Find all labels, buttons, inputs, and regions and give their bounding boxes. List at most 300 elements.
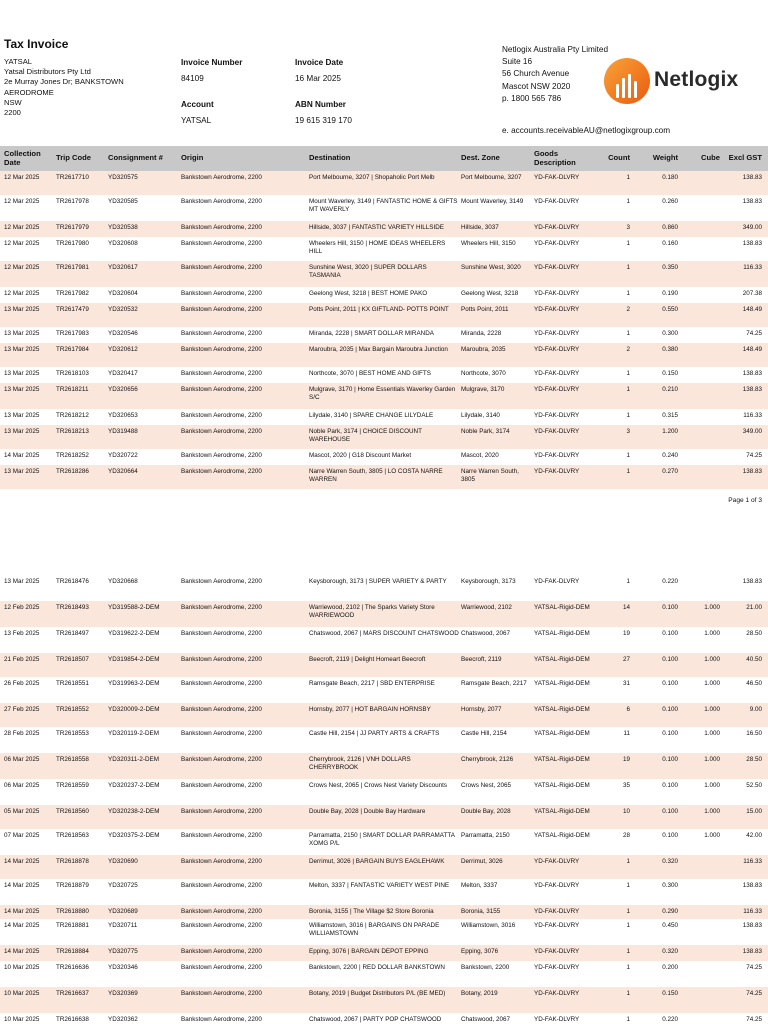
count-cell: 2 bbox=[626, 306, 630, 313]
consignment-number-cell: YD320775 bbox=[108, 948, 138, 955]
consignment-number-cell: YD320009-2-DEM bbox=[108, 706, 160, 713]
excl-gst-cell: 138.83 bbox=[742, 240, 762, 247]
destination-cell: Double Bay, 2028 | Double Bay Hardware bbox=[309, 808, 426, 815]
consignment-number-cell: YD320346 bbox=[108, 964, 138, 971]
origin-cell: Bankstown Aerodrome, 2200 bbox=[181, 412, 262, 419]
dest-zone-cell: Hornsby, 2077 bbox=[461, 706, 502, 713]
count-cell: 1 bbox=[626, 468, 630, 475]
weight-cell: 0.220 bbox=[662, 578, 678, 585]
goods-description-cell: YD-FAK-DLVRY bbox=[534, 264, 580, 271]
count-cell: 10 bbox=[622, 808, 630, 815]
customer-line: 2e Murray Jones Dr; BANKSTOWN bbox=[4, 77, 124, 87]
destination-cell: Sunshine West, 3020 | SUPER DOLLARS TASMANIA bbox=[309, 264, 427, 280]
collection-date-cell: 05 Mar 2025 bbox=[4, 808, 40, 815]
goods-description-cell: YD-FAK-DLVRY bbox=[534, 370, 580, 377]
count-cell: 1 bbox=[626, 990, 630, 997]
dest-zone-cell: Parramatta, 2150 bbox=[461, 832, 510, 839]
cube-cell: 1.000 bbox=[704, 656, 720, 663]
trip-code-cell: TR2617981 bbox=[56, 264, 89, 271]
table-row bbox=[0, 465, 768, 489]
trip-code-cell: TR2617983 bbox=[56, 330, 89, 337]
count-cell: 28 bbox=[622, 832, 630, 839]
dest-zone-cell: Beecroft, 2119 bbox=[461, 656, 502, 663]
invoice-date: 16 Mar 2025 bbox=[295, 74, 341, 83]
weight-cell: 0.220 bbox=[662, 1016, 678, 1023]
table-row bbox=[0, 575, 768, 601]
goods-description-cell: YD-FAK-DLVRY bbox=[534, 330, 580, 337]
trip-code-cell: TR2618497 bbox=[56, 630, 89, 637]
collection-date-cell: 14 Mar 2025 bbox=[4, 882, 40, 889]
trip-code-cell: TR2618881 bbox=[56, 922, 89, 929]
weight-cell: 0.300 bbox=[662, 882, 678, 889]
origin-cell: Bankstown Aerodrome, 2200 bbox=[181, 990, 262, 997]
company-line: 56 Church Avenue bbox=[502, 69, 570, 79]
consignment-number-cell: YD320653 bbox=[108, 412, 138, 419]
consignment-number-cell: YD320722 bbox=[108, 452, 138, 459]
collection-date-cell: 13 Mar 2025 bbox=[4, 468, 40, 475]
cube-cell: 1.000 bbox=[704, 604, 720, 611]
excl-gst-cell: 28.50 bbox=[746, 756, 762, 763]
dest-zone-cell: Lilydale, 3140 bbox=[461, 412, 500, 419]
cube-cell: 1.000 bbox=[704, 630, 720, 637]
count-cell: 1 bbox=[626, 198, 630, 205]
destination-cell: Cherrybrook, 2126 | VNH DOLLARS CHERRYBROOK bbox=[309, 756, 411, 772]
table-row bbox=[0, 601, 768, 627]
trip-code-cell: TR2618559 bbox=[56, 782, 89, 789]
weight-cell: 0.100 bbox=[662, 630, 678, 637]
dest-zone-cell: Melton, 3337 bbox=[461, 882, 498, 889]
goods-description-cell: YATSAL-Rigid-DEM bbox=[534, 656, 590, 663]
collection-date-cell: 07 Mar 2025 bbox=[4, 832, 40, 839]
table-row bbox=[0, 855, 768, 879]
origin-cell: Bankstown Aerodrome, 2200 bbox=[181, 604, 262, 611]
destination-cell: Miranda, 2228 | SMART DOLLAR MIRANDA bbox=[309, 330, 434, 337]
collection-date-cell: 27 Feb 2025 bbox=[4, 706, 40, 713]
count-cell: 3 bbox=[626, 428, 630, 435]
dest-zone-cell: Port Melbourne, 3207 bbox=[461, 174, 522, 181]
destination-cell: Northcote, 3070 | BEST HOME AND GIFTS bbox=[309, 370, 431, 377]
excl-gst-cell: 40.50 bbox=[746, 656, 762, 663]
origin-cell: Bankstown Aerodrome, 2200 bbox=[181, 630, 262, 637]
excl-gst-cell: 138.83 bbox=[742, 922, 762, 929]
table-row bbox=[0, 425, 768, 449]
goods-description-cell: YD-FAK-DLVRY bbox=[534, 412, 580, 419]
goods-description-cell: YD-FAK-DLVRY bbox=[534, 174, 580, 181]
collection-date-cell: 10 Mar 2025 bbox=[4, 990, 40, 997]
consignment-number-cell: YD320119-2-DEM bbox=[108, 730, 159, 737]
table-row bbox=[0, 779, 768, 805]
dest-zone-cell: Chatswood, 2067 bbox=[461, 630, 511, 637]
origin-cell: Bankstown Aerodrome, 2200 bbox=[181, 858, 262, 865]
company-line: Suite 16 bbox=[502, 57, 533, 67]
collection-date-cell: 12 Mar 2025 bbox=[4, 290, 40, 297]
collection-date-cell: 12 Feb 2025 bbox=[4, 604, 40, 611]
destination-cell: Wheelers Hill, 3150 | HOME IDEAS WHEELERS HILL bbox=[309, 240, 446, 256]
logo-mark-icon bbox=[604, 58, 650, 104]
origin-cell: Bankstown Aerodrome, 2200 bbox=[181, 782, 262, 789]
goods-description-cell: YD-FAK-DLVRY bbox=[534, 948, 580, 955]
dest-zone-cell: Miranda, 2228 bbox=[461, 330, 502, 337]
table-row bbox=[0, 327, 768, 343]
collection-date-cell: 12 Mar 2025 bbox=[4, 198, 40, 205]
excl-gst-cell: 9.00 bbox=[749, 706, 762, 713]
excl-gst-cell: 116.33 bbox=[743, 908, 762, 915]
excl-gst-cell: 148.49 bbox=[742, 346, 762, 353]
goods-description-cell: YD-FAK-DLVRY bbox=[534, 1016, 580, 1023]
column-header: Collection Date bbox=[4, 149, 41, 167]
dest-zone-cell: Double Bay, 2028 bbox=[461, 808, 511, 815]
weight-cell: 0.450 bbox=[662, 922, 678, 929]
count-cell: 19 bbox=[622, 756, 630, 763]
trip-code-cell: TR2618212 bbox=[56, 412, 89, 419]
goods-description-cell: YATSAL-Rigid-DEM bbox=[534, 604, 590, 611]
destination-cell: Chatswood, 2067 | PARTY POP CHATSWOOD bbox=[309, 1016, 442, 1023]
collection-date-cell: 14 Mar 2025 bbox=[4, 908, 40, 915]
goods-description-cell: YD-FAK-DLVRY bbox=[534, 240, 580, 247]
consignment-number-cell: YD320585 bbox=[108, 198, 138, 205]
customer-line: YATSAL bbox=[4, 57, 32, 66]
count-cell: 1 bbox=[626, 370, 630, 377]
weight-cell: 0.150 bbox=[662, 370, 678, 377]
table-row bbox=[0, 383, 768, 409]
consignment-number-cell: YD320689 bbox=[108, 908, 138, 915]
excl-gst-cell: 138.83 bbox=[742, 468, 762, 475]
table-row bbox=[0, 961, 768, 987]
trip-code-cell: TR2618884 bbox=[56, 948, 89, 955]
consignment-number-cell: YD320538 bbox=[108, 224, 138, 231]
weight-cell: 0.320 bbox=[662, 858, 678, 865]
excl-gst-cell: 138.83 bbox=[742, 578, 762, 585]
consignment-number-cell: YD319963-2-DEM bbox=[108, 680, 160, 687]
excl-gst-cell: 138.83 bbox=[742, 174, 762, 181]
origin-cell: Bankstown Aerodrome, 2200 bbox=[181, 964, 262, 971]
trip-code-cell: TR2618551 bbox=[56, 680, 89, 687]
account-label: Account bbox=[181, 100, 214, 109]
dest-zone-cell: Maroubra, 2035 bbox=[461, 346, 506, 353]
collection-date-cell: 14 Mar 2025 bbox=[4, 948, 40, 955]
goods-description-cell: YD-FAK-DLVRY bbox=[534, 386, 580, 393]
origin-cell: Bankstown Aerodrome, 2200 bbox=[181, 948, 262, 955]
consignment-number-cell: YD320417 bbox=[108, 370, 138, 377]
excl-gst-cell: 15.00 bbox=[746, 808, 762, 815]
table-row bbox=[0, 879, 768, 905]
destination-cell: Hillside, 3037 | FANTASTIC VARIETY HILLSIDE bbox=[309, 224, 444, 231]
consignment-number-cell: YD320311-2-DEM bbox=[108, 756, 159, 763]
collection-date-cell: 13 Mar 2025 bbox=[4, 578, 40, 585]
collection-date-cell: 14 Mar 2025 bbox=[4, 452, 40, 459]
trip-code-cell: TR2618252 bbox=[56, 452, 89, 459]
origin-cell: Bankstown Aerodrome, 2200 bbox=[181, 832, 262, 839]
abn-value: 19 615 319 170 bbox=[295, 116, 352, 125]
origin-cell: Bankstown Aerodrome, 2200 bbox=[181, 290, 262, 297]
count-cell: 1 bbox=[626, 922, 630, 929]
weight-cell: 0.290 bbox=[662, 908, 678, 915]
count-cell: 31 bbox=[622, 680, 630, 687]
destination-cell: Parramatta, 2150 | SMART DOLLAR PARRAMATTA XOMG P/L bbox=[309, 832, 455, 848]
excl-gst-cell: 52.50 bbox=[746, 782, 762, 789]
count-cell: 1 bbox=[626, 858, 630, 865]
account-value: YATSAL bbox=[181, 116, 212, 125]
consignment-number-cell: YD319588-2-DEM bbox=[108, 604, 160, 611]
excl-gst-cell: 74.25 bbox=[746, 1016, 762, 1023]
origin-cell: Bankstown Aerodrome, 2200 bbox=[181, 908, 262, 915]
dest-zone-cell: Mascot, 2020 bbox=[461, 452, 499, 459]
excl-gst-cell: 21.00 bbox=[746, 604, 762, 611]
invoice-date-label: Invoice Date bbox=[295, 58, 344, 67]
trip-code-cell: TR2616636 bbox=[56, 964, 89, 971]
table-row bbox=[0, 449, 768, 465]
column-header: Count bbox=[608, 153, 630, 163]
goods-description-cell: YATSAL-Rigid-DEM bbox=[534, 756, 590, 763]
dest-zone-cell: Cherrybrook, 2126 bbox=[461, 756, 514, 763]
weight-cell: 0.300 bbox=[662, 330, 678, 337]
dest-zone-cell: Northcote, 3070 bbox=[461, 370, 506, 377]
trip-code-cell: TR2618878 bbox=[56, 858, 89, 865]
consignment-number-cell: YD320608 bbox=[108, 240, 138, 247]
count-cell: 27 bbox=[622, 656, 630, 663]
dest-zone-cell: Castle Hill, 2154 bbox=[461, 730, 507, 737]
dest-zone-cell: Hillside, 3037 bbox=[461, 224, 499, 231]
company-line: Netlogix Australia Pty Limited bbox=[502, 45, 609, 54]
table-row bbox=[0, 221, 768, 237]
count-cell: 1 bbox=[626, 452, 630, 459]
origin-cell: Bankstown Aerodrome, 2200 bbox=[181, 386, 262, 393]
weight-cell: 0.150 bbox=[662, 990, 678, 997]
column-header: Goods Description bbox=[534, 149, 576, 167]
table-row bbox=[0, 367, 768, 383]
destination-cell: Williamstown, 3016 | BARGAINS ON PARADE WILLIAMSTOWN bbox=[309, 922, 440, 938]
goods-description-cell: YD-FAK-DLVRY bbox=[534, 224, 580, 231]
dest-zone-cell: Warriewood, 2102 bbox=[461, 604, 512, 611]
weight-cell: 0.315 bbox=[662, 412, 678, 419]
count-cell: 2 bbox=[626, 346, 630, 353]
origin-cell: Bankstown Aerodrome, 2200 bbox=[181, 224, 262, 231]
trip-code-cell: TR2618553 bbox=[56, 730, 89, 737]
goods-description-cell: YD-FAK-DLVRY bbox=[534, 306, 580, 313]
weight-cell: 0.100 bbox=[662, 808, 678, 815]
excl-gst-cell: 138.83 bbox=[742, 882, 762, 889]
weight-cell: 0.100 bbox=[662, 756, 678, 763]
excl-gst-cell: 116.33 bbox=[743, 264, 762, 271]
dest-zone-cell: Boronia, 3155 bbox=[461, 908, 501, 915]
count-cell: 35 bbox=[622, 782, 630, 789]
customer-line: AERODROME bbox=[4, 87, 54, 97]
cube-cell: 1.000 bbox=[704, 730, 720, 737]
count-cell: 6 bbox=[626, 706, 630, 713]
weight-cell: 0.860 bbox=[662, 224, 678, 231]
goods-description-cell: YD-FAK-DLVRY bbox=[534, 922, 580, 929]
consignment-number-cell: YD320237-2-DEM bbox=[108, 782, 160, 789]
count-cell: 1 bbox=[626, 330, 630, 337]
destination-cell: Noble Park, 3174 | CHOICE DISCOUNT WAREHOUSE bbox=[309, 428, 422, 444]
cube-cell: 1.000 bbox=[704, 706, 720, 713]
trip-code-cell: TR2618103 bbox=[56, 370, 89, 377]
count-cell: 1 bbox=[626, 948, 630, 955]
weight-cell: 0.200 bbox=[662, 964, 678, 971]
column-header: Origin bbox=[181, 153, 204, 163]
excl-gst-cell: 349.00 bbox=[742, 428, 762, 435]
destination-cell: Keysborough, 3173 | SUPER VARIETY & PARTY bbox=[309, 578, 447, 585]
goods-description-cell: YD-FAK-DLVRY bbox=[534, 882, 580, 889]
consignment-number-cell: YD320612 bbox=[108, 346, 138, 353]
excl-gst-cell: 349.00 bbox=[742, 224, 762, 231]
cube-cell: 1.000 bbox=[704, 832, 720, 839]
excl-gst-cell: 74.25 bbox=[746, 330, 762, 337]
count-cell: 1 bbox=[626, 882, 630, 889]
count-cell: 19 bbox=[622, 630, 630, 637]
weight-cell: 0.260 bbox=[662, 198, 678, 205]
dest-zone-cell: Williamstown, 3016 bbox=[461, 922, 516, 929]
collection-date-cell: 13 Mar 2025 bbox=[4, 386, 40, 393]
trip-code-cell: TR2617980 bbox=[56, 240, 89, 247]
trip-code-cell: TR2618286 bbox=[56, 468, 89, 475]
destination-cell: Lilydale, 3140 | SPARE CHANGE LILYDALE bbox=[309, 412, 434, 419]
excl-gst-cell: 46.50 bbox=[746, 680, 762, 687]
dest-zone-cell: Chatswood, 2067 bbox=[461, 1016, 511, 1023]
table-row bbox=[0, 237, 768, 261]
cube-cell: 1.000 bbox=[704, 680, 720, 687]
origin-cell: Bankstown Aerodrome, 2200 bbox=[181, 656, 262, 663]
origin-cell: Bankstown Aerodrome, 2200 bbox=[181, 240, 262, 247]
destination-cell: Castle Hill, 2154 | JJ PARTY ARTS & CRAFTS bbox=[309, 730, 440, 737]
table-row bbox=[0, 195, 768, 221]
origin-cell: Bankstown Aerodrome, 2200 bbox=[181, 468, 262, 475]
trip-code-cell: TR2618211 bbox=[56, 386, 89, 393]
weight-cell: 0.320 bbox=[662, 948, 678, 955]
collection-date-cell: 13 Mar 2025 bbox=[4, 428, 40, 435]
consignment-number-cell: YD320546 bbox=[108, 330, 138, 337]
excl-gst-cell: 138.83 bbox=[742, 948, 762, 955]
origin-cell: Bankstown Aerodrome, 2200 bbox=[181, 1016, 262, 1023]
count-cell: 14 bbox=[622, 604, 630, 611]
collection-date-cell: 26 Feb 2025 bbox=[4, 680, 40, 687]
consignment-number-cell: YD320575 bbox=[108, 174, 138, 181]
destination-cell: Warriewood, 2102 | The Sparks Variety Store WARRIEWOOD bbox=[309, 604, 435, 620]
origin-cell: Bankstown Aerodrome, 2200 bbox=[181, 706, 262, 713]
goods-description-cell: YD-FAK-DLVRY bbox=[534, 858, 580, 865]
dest-zone-cell: Noble Park, 3174 bbox=[461, 428, 510, 435]
trip-code-cell: TR2618507 bbox=[56, 656, 89, 663]
cube-cell: 1.000 bbox=[704, 808, 720, 815]
excl-gst-cell: 207.38 bbox=[742, 290, 762, 297]
trip-code-cell: TR2617982 bbox=[56, 290, 89, 297]
table-header bbox=[0, 146, 768, 171]
goods-description-cell: YD-FAK-DLVRY bbox=[534, 468, 580, 475]
trip-code-cell: TR2617978 bbox=[56, 198, 89, 205]
weight-cell: 0.350 bbox=[662, 264, 678, 271]
count-cell: 1 bbox=[626, 386, 630, 393]
invoice-number: 84109 bbox=[181, 74, 204, 83]
table-row bbox=[0, 753, 768, 779]
weight-cell: 1.200 bbox=[662, 428, 678, 435]
excl-gst-cell: 16.50 bbox=[746, 730, 762, 737]
origin-cell: Bankstown Aerodrome, 2200 bbox=[181, 306, 262, 313]
goods-description-cell: YATSAL-Rigid-DEM bbox=[534, 706, 590, 713]
column-header: Dest. Zone bbox=[461, 153, 500, 163]
customer-address bbox=[4, 57, 124, 118]
weight-cell: 0.100 bbox=[662, 680, 678, 687]
excl-gst-cell: 138.83 bbox=[742, 370, 762, 377]
excl-gst-cell: 42.00 bbox=[746, 832, 762, 839]
origin-cell: Bankstown Aerodrome, 2200 bbox=[181, 680, 262, 687]
origin-cell: Bankstown Aerodrome, 2200 bbox=[181, 922, 262, 929]
table-row bbox=[0, 677, 768, 703]
netlogix-logo bbox=[604, 58, 764, 108]
collection-date-cell: 06 Mar 2025 bbox=[4, 756, 40, 763]
origin-cell: Bankstown Aerodrome, 2200 bbox=[181, 330, 262, 337]
trip-code-cell: TR2617710 bbox=[56, 174, 89, 181]
excl-gst-cell: 28.50 bbox=[746, 630, 762, 637]
origin-cell: Bankstown Aerodrome, 2200 bbox=[181, 174, 262, 181]
weight-cell: 0.210 bbox=[662, 386, 678, 393]
destination-cell: Epping, 3076 | BARGAIN DEPOT EPPING bbox=[309, 948, 429, 955]
excl-gst-cell: 138.83 bbox=[742, 386, 762, 393]
collection-date-cell: 13 Feb 2025 bbox=[4, 630, 40, 637]
column-header: Excl GST bbox=[728, 153, 762, 163]
dest-zone-cell: Keysborough, 3173 bbox=[461, 578, 516, 585]
destination-cell: Botany, 2019 | Budget Distributors P/L (BE MED) bbox=[309, 990, 446, 997]
excl-gst-cell: 148.49 bbox=[742, 306, 762, 313]
column-header: Destination bbox=[309, 153, 351, 163]
trip-code-cell: TR2617479 bbox=[56, 306, 89, 313]
destination-cell: Crows Nest, 2065 | Crows Nest Variety Discounts bbox=[309, 782, 447, 789]
origin-cell: Bankstown Aerodrome, 2200 bbox=[181, 346, 262, 353]
table-row bbox=[0, 303, 768, 327]
collection-date-cell: 28 Feb 2025 bbox=[4, 730, 40, 737]
consignment-number-cell: YD320656 bbox=[108, 386, 138, 393]
table-row bbox=[0, 653, 768, 677]
invoice-number-label: Invoice Number bbox=[181, 58, 243, 67]
dest-zone-cell: Mulgrave, 3170 bbox=[461, 386, 505, 393]
weight-cell: 0.100 bbox=[662, 730, 678, 737]
destination-cell: Potts Point, 2011 | KX GIFTLAND- POTTS POINT bbox=[309, 306, 449, 313]
page-title: Tax Invoice bbox=[4, 37, 69, 51]
excl-gst-cell: 74.25 bbox=[746, 990, 762, 997]
cube-cell: 1.000 bbox=[704, 782, 720, 789]
goods-description-cell: YATSAL-Rigid-DEM bbox=[534, 808, 590, 815]
count-cell: 1 bbox=[626, 908, 630, 915]
trip-code-cell: TR2618213 bbox=[56, 428, 89, 435]
trip-code-cell: TR2618560 bbox=[56, 808, 89, 815]
consignment-number-cell: YD320664 bbox=[108, 468, 138, 475]
consignment-number-cell: YD320604 bbox=[108, 290, 138, 297]
company-line: p. 1800 565 786 bbox=[502, 93, 562, 103]
goods-description-cell: YD-FAK-DLVRY bbox=[534, 452, 580, 459]
count-cell: 3 bbox=[626, 224, 630, 231]
destination-cell: Mulgrave, 3170 | Home Essentials Waverley Garden S/C bbox=[309, 386, 456, 402]
count-cell: 1 bbox=[626, 412, 630, 419]
destination-cell: Mount Waverley, 3149 | FANTASTIC HOME & GIFTS MT WAVERLY bbox=[309, 198, 458, 214]
weight-cell: 0.100 bbox=[662, 782, 678, 789]
dest-zone-cell: Derrimut, 3026 bbox=[461, 858, 503, 865]
origin-cell: Bankstown Aerodrome, 2200 bbox=[181, 808, 262, 815]
trip-code-cell: TR2618880 bbox=[56, 908, 89, 915]
table-row bbox=[0, 343, 768, 367]
origin-cell: Bankstown Aerodrome, 2200 bbox=[181, 578, 262, 585]
consignment-number-cell: YD320532 bbox=[108, 306, 138, 313]
table-row bbox=[0, 805, 768, 829]
consignment-number-cell: YD320725 bbox=[108, 882, 138, 889]
consignment-number-cell: YD320238-2-DEM bbox=[108, 808, 160, 815]
destination-cell: Maroubra, 2035 | Max Bargain Maroubra Junction bbox=[309, 346, 448, 353]
count-cell: 1 bbox=[626, 174, 630, 181]
origin-cell: Bankstown Aerodrome, 2200 bbox=[181, 198, 262, 205]
count-cell: 1 bbox=[626, 1016, 630, 1023]
weight-cell: 0.160 bbox=[662, 240, 678, 247]
column-header: Cube bbox=[701, 153, 720, 163]
weight-cell: 0.100 bbox=[662, 604, 678, 611]
table-row bbox=[0, 905, 768, 919]
